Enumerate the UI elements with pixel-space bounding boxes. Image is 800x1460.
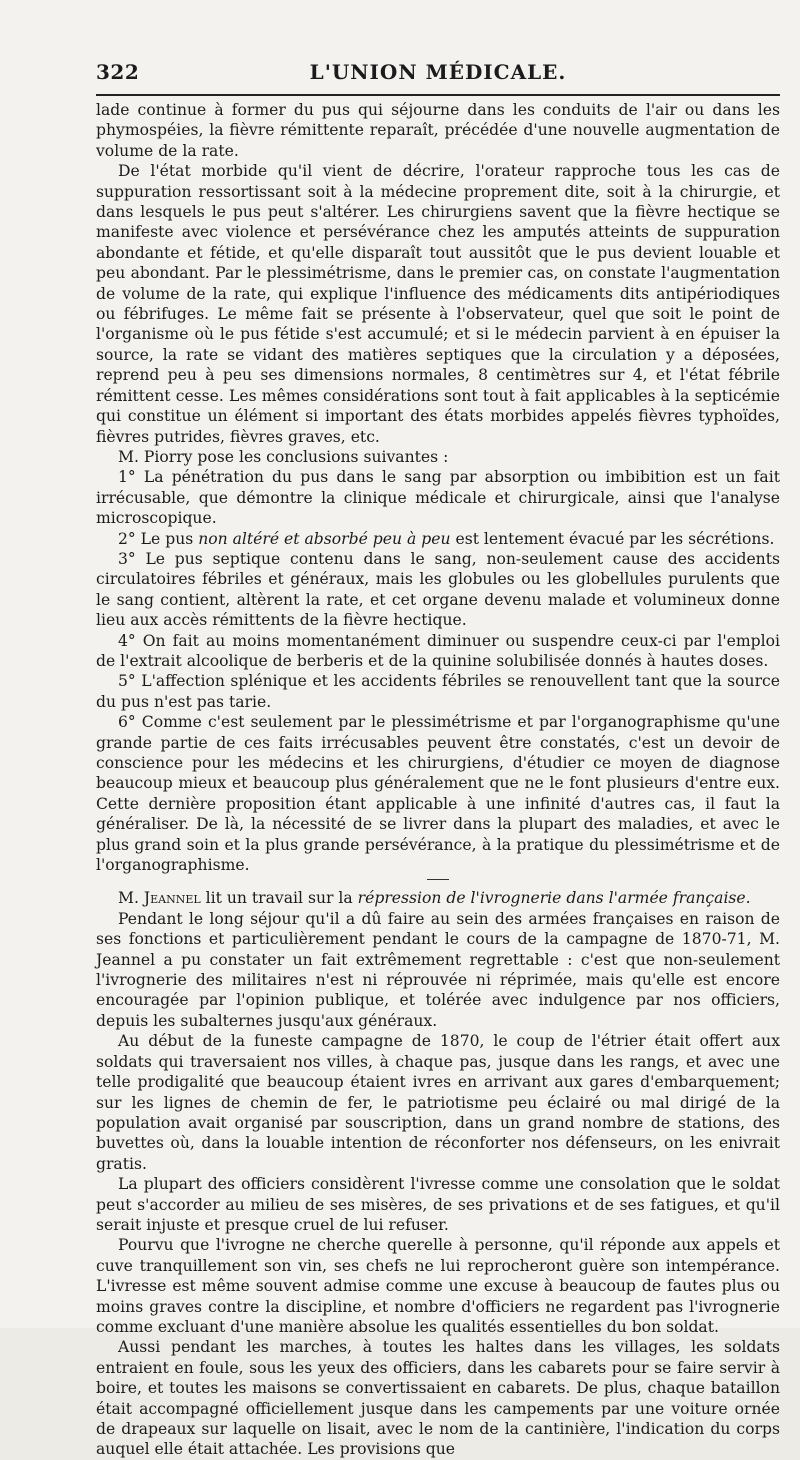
author-name: M. Jeannel <box>118 889 201 908</box>
conclusion-2 <box>96 529 780 549</box>
conclusion-6: 6° Comme c'est seulement par le plessimétrisme et par l'organographisme qu'une grande partie de ces faits irrécusables peuvent être constatés, c'est un devoir de conscience pour les médecins et les chirurgiens, d'étudier ce moyen de diagnose beaucoup mieux et beaucoup plus généralement que ne le font plusieurs d'entre eux. Cette dernière proposition étant applicable à une infinité d'autres cas, il faut la généraliser. De là, la nécessité de se livrer dans la plupart des maladies, et avec le plus grand soin et la plus grande persévérance, à la pratique du plessimétrisme et de l'organographisme. <box>96 713 780 875</box>
page-number: 322 <box>96 60 140 84</box>
conclusion-2-emphasis: non altéré et absorbé peu à peu <box>198 529 451 548</box>
page-header <box>96 58 780 86</box>
paragraph-ivrogne: Pourvu que l'ivrogne ne cherche querelle à personne, qu'il réponde aux appels et cuve tranquillement son vin, ses chefs ne lui reprocheront guère son intempérance. L'ivresse est même souvent admise comme une excuse à beaucoup de fautes plus ou moins graves contre la discipline, et nombre d'officiers ne regardent pas l'ivrognerie comme excluant d'une manière absolue les qualités essentielles du bon soldat. <box>96 1236 780 1336</box>
section-separator <box>427 879 449 880</box>
conclusion-1: 1° La pénétration du pus dans le sang par absorption ou imbibition est un fait irrécusable, que démontre la clinique médicale et chirurgicale, ainsi que l'analyse microscopique. <box>96 468 780 528</box>
paragraph-sejour: Pendant le long séjour qu'il a dû faire au sein des armées françaises en raison de ses fonctions et particulièrement pendant le cours de la campagne de 1870-71, M. Jeannel a pu constater un fait extrêmement regrettable : c'est que non-seulement l'ivrognerie des militaires n'est ni réprouvée ni réprimée, mais qu'elle est encore encouragée par l'opinion publique, et tolérée avec indulgence par nos officiers, depuis les subalternes jusqu'aux généraux. <box>96 909 780 1030</box>
work-title: répression de l'ivrognerie dans l'armée française. <box>357 889 751 908</box>
header-rule <box>96 94 780 96</box>
jeannel-verb: lit un travail sur la <box>200 889 358 908</box>
paragraph-marches: Aussi pendant les marches, à toutes les haltes dans les villages, les soldats entraient en foule, sous les yeux des officiers, dans les cabarets pour se faire servir à boire, et toutes les maisons se convertissaient en cabarets. De plus, chaque bataillon était accompagné officiellement jusque dans les campements par une voiture ornée de drapeaux sur laquelle on lisait, avec le nom de la cantinière, l'indication du corps auquel elle était attachée. Les provisions que <box>96 1338 780 1459</box>
journal-title: L'UNION MÉDICALE. <box>309 60 567 84</box>
conclusion-2-prefix: 2° Le pus <box>118 529 199 548</box>
conclusion-2-suffix: est lentement évacué par les sécrétions. <box>450 529 775 548</box>
paragraph-officiers: La plupart des officiers considèrent l'ivresse comme une consolation que le soldat peut s'accorder au milieu de ses misères, de ses privations et de ses fatigues, et qu'il serait injuste et presque cruel de lui refuser. <box>96 1175 780 1234</box>
paragraph-continuation: lade continue à former du pus qui séjourne dans les conduits de l'air ou dans les phymospéies, la fièvre rémittente reparaît, précédée d'une nouvelle augmentation de volume de la rate. <box>96 101 780 160</box>
conclusion-5: 5° L'affection splénique et les accidents fébriles se renouvellent tant que la source du pus n'est pas tarie. <box>96 672 780 711</box>
article-body <box>96 100 780 1460</box>
conclusion-3: 3° Le pus septique contenu dans le sang, non-seulement cause des accidents circulatoires fébriles et généraux, mais les globules ou les globellules purulents que le sang contient, altèrent la rate, et cet organe devenu malade et volumineux donne lieu aux accès rémittents de la fièvre hectique. <box>96 549 780 630</box>
paragraph-jeannel-intro <box>96 888 780 908</box>
paragraph-campagne: Au début de la funeste campagne de 1870, le coup de l'étrier était offert aux soldats qui traversaient nos villes, à chaque pas, jusque dans les rangs, et avec une telle prodigalité que beaucoup étaient ivres en arrivant aux gares d'embarquement; sur les lignes de chemin de fer, le patriotisme peu éclairé ou mal dirigé de la population avait organisé par souscription, dans un grand nombre de stations, des buvettes où, dans la louable intention de réconforter nos défenseurs, on les enivrait gratis. <box>96 1032 780 1173</box>
paragraph-suppuration: De l'état morbide qu'il vient de décrire, l'orateur rapproche tous les cas de suppuration ressortissant soit à la médecine proprement dite, soit à la chirurgie, et dans lesquels le pus peut s'altérer. Les chirurgiens savent que la fièvre hectique se manifeste avec violence et persévérance chez les amputés atteints de suppuration abondante et fétide, et qu'elle disparaît tout aussitôt que le pus devient louable et peu abondant. Par le plessimétrisme, dans le premier cas, on constate l'augmentation de volume de la rate, qui explique l'influence des médicaments dits antipériodiques ou fébrifuges. Le même fait se présente à l'observateur, quel que soit le point de l'organisme où le pus fétide s'est accumulé; et si le médecin parvient à en épuiser la source, la rate se vidant des matières septiques que la circulation y a déposées, reprend peu à peu ses dimensions normales, 8 centimètres sur 4, et l'état fébrile rémittent cesse. Les mêmes considérations sont tout à fait applicables à la septicémie qui constitue un élément si important des états morbides appelés fièvres typhoïdes, fièvres putrides, fièvres graves, etc. <box>96 162 780 446</box>
paragraph-conclusions-intro: M. Piorry pose les conclusions suivantes : <box>118 447 449 466</box>
conclusion-4: 4° On fait au moins momentanément diminuer ou suspendre ceux-ci par l'emploi de l'extrait alcoolique de berberis et de la quinine solubilisée donnés à hautes doses. <box>96 631 780 670</box>
